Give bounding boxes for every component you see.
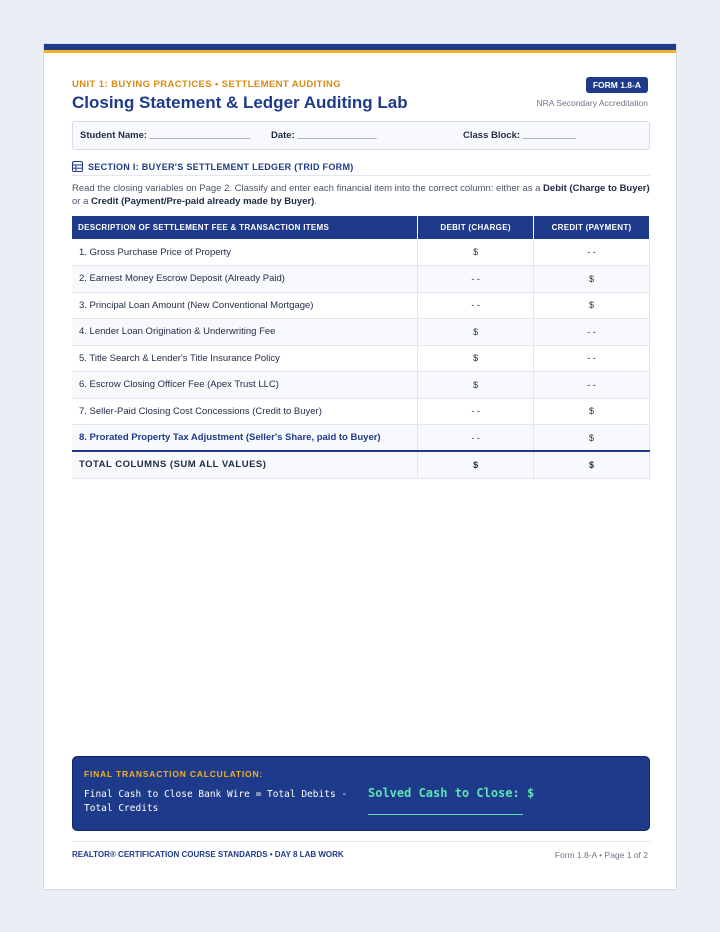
row-credit[interactable]: - - bbox=[534, 239, 650, 266]
date-field[interactable]: Date: _______________ bbox=[271, 130, 377, 141]
footer-standards: REALTOR® CERTIFICATION COURSE STANDARDS • DAY 8 LAB WORK bbox=[72, 850, 344, 859]
row-credit[interactable]: $ bbox=[534, 425, 650, 452]
row-description: 7. Seller-Paid Closing Cost Concessions (Credit to Buyer) bbox=[72, 398, 418, 425]
total-credit[interactable]: $ bbox=[534, 451, 650, 478]
row-debit[interactable]: - - bbox=[418, 398, 534, 425]
col-header-debit: DEBIT (CHARGE) bbox=[418, 216, 534, 239]
ledger-table bbox=[72, 216, 650, 479]
table-row bbox=[72, 292, 650, 319]
page-title: Closing Statement & Ledger Auditing Lab bbox=[72, 93, 408, 112]
row-credit[interactable]: - - bbox=[534, 319, 650, 346]
row-credit[interactable]: $ bbox=[534, 266, 650, 293]
calc-result-label: Solved Cash to Close: $ bbox=[368, 786, 535, 800]
row-credit[interactable]: - - bbox=[534, 345, 650, 372]
instr-credit: Credit (Payment/Pre-paid already made by Buyer) bbox=[91, 196, 315, 207]
row-description: 5. Title Search & Lender's Title Insurance Policy bbox=[72, 345, 418, 372]
row-debit[interactable]: - - bbox=[418, 425, 534, 452]
instr-text-start: Read the closing variables on Page 2. Classify and enter each financial item into the correct column: either as a bbox=[72, 183, 544, 194]
top-accent-stripe bbox=[44, 50, 676, 53]
row-credit[interactable]: $ bbox=[534, 292, 650, 319]
total-label: TOTAL COLUMNS (SUM ALL VALUES) bbox=[72, 451, 418, 478]
student-name-field[interactable]: Student Name: ___________________ bbox=[80, 130, 251, 141]
calc-answer-line[interactable] bbox=[368, 814, 523, 815]
section-divider bbox=[72, 175, 650, 176]
row-credit[interactable]: - - bbox=[534, 372, 650, 399]
row-debit[interactable]: $ bbox=[418, 239, 534, 266]
row-debit[interactable]: $ bbox=[418, 345, 534, 372]
row-description: 6. Escrow Closing Officer Fee (Apex Trust LLC) bbox=[72, 372, 418, 399]
row-description: 2. Earnest Money Escrow Deposit (Already Paid) bbox=[72, 266, 418, 293]
row-debit[interactable]: $ bbox=[418, 372, 534, 399]
section-title-text: SECTION I: BUYER'S SETTLEMENT LEDGER (TRID FORM) bbox=[88, 161, 354, 172]
row-credit[interactable]: $ bbox=[534, 398, 650, 425]
table-icon bbox=[72, 161, 83, 172]
calc-equation: Final Cash to Close Bank Wire = Total Debits - Total Credits bbox=[84, 789, 348, 814]
row-description: 1. Gross Purchase Price of Property bbox=[72, 239, 418, 266]
table-row bbox=[72, 345, 650, 372]
col-header-description: DESCRIPTION OF SETTLEMENT FEE & TRANSACTION ITEMS bbox=[72, 216, 418, 239]
row-debit[interactable]: $ bbox=[418, 319, 534, 346]
instr-text-end: . bbox=[314, 196, 317, 207]
row-debit[interactable]: - - bbox=[418, 292, 534, 319]
unit-label: UNIT 1: BUYING PRACTICES • SETTLEMENT AUDITING bbox=[72, 79, 341, 90]
row-description: 3. Principal Loan Amount (New Conventional Mortgage) bbox=[72, 292, 418, 319]
instr-text-mid: or a bbox=[72, 196, 92, 207]
col-header-credit: CREDIT (PAYMENT) bbox=[534, 216, 650, 239]
row-description: 8. Prorated Property Tax Adjustment (Seller's Share, paid to Buyer) bbox=[72, 425, 418, 452]
instructions bbox=[72, 182, 650, 208]
calculation-box bbox=[72, 756, 650, 831]
total-row bbox=[72, 451, 650, 478]
table-row bbox=[72, 398, 650, 425]
instr-debit: Debit (Charge to Buyer) bbox=[543, 183, 650, 194]
calc-title: FINAL TRANSACTION CALCULATION: bbox=[84, 769, 264, 779]
table-row bbox=[72, 266, 650, 293]
table-row bbox=[72, 425, 650, 452]
table-row bbox=[72, 319, 650, 346]
accreditation-label: NRA Secondary Accreditation bbox=[536, 98, 648, 108]
footer-page-number: Form 1.8-A • Page 1 of 2 bbox=[554, 850, 648, 860]
section-title bbox=[72, 161, 354, 172]
class-block-field[interactable]: Class Block: __________ bbox=[463, 130, 576, 141]
row-description: 4. Lender Loan Origination & Underwriting Fee bbox=[72, 319, 418, 346]
student-info-box bbox=[72, 121, 650, 150]
table-row bbox=[72, 372, 650, 399]
footer-divider bbox=[72, 841, 650, 842]
worksheet-page bbox=[43, 43, 677, 890]
form-badge: FORM 1.8-A bbox=[586, 77, 648, 93]
table-row bbox=[72, 239, 650, 266]
total-debit[interactable]: $ bbox=[418, 451, 534, 478]
row-debit[interactable]: - - bbox=[418, 266, 534, 293]
